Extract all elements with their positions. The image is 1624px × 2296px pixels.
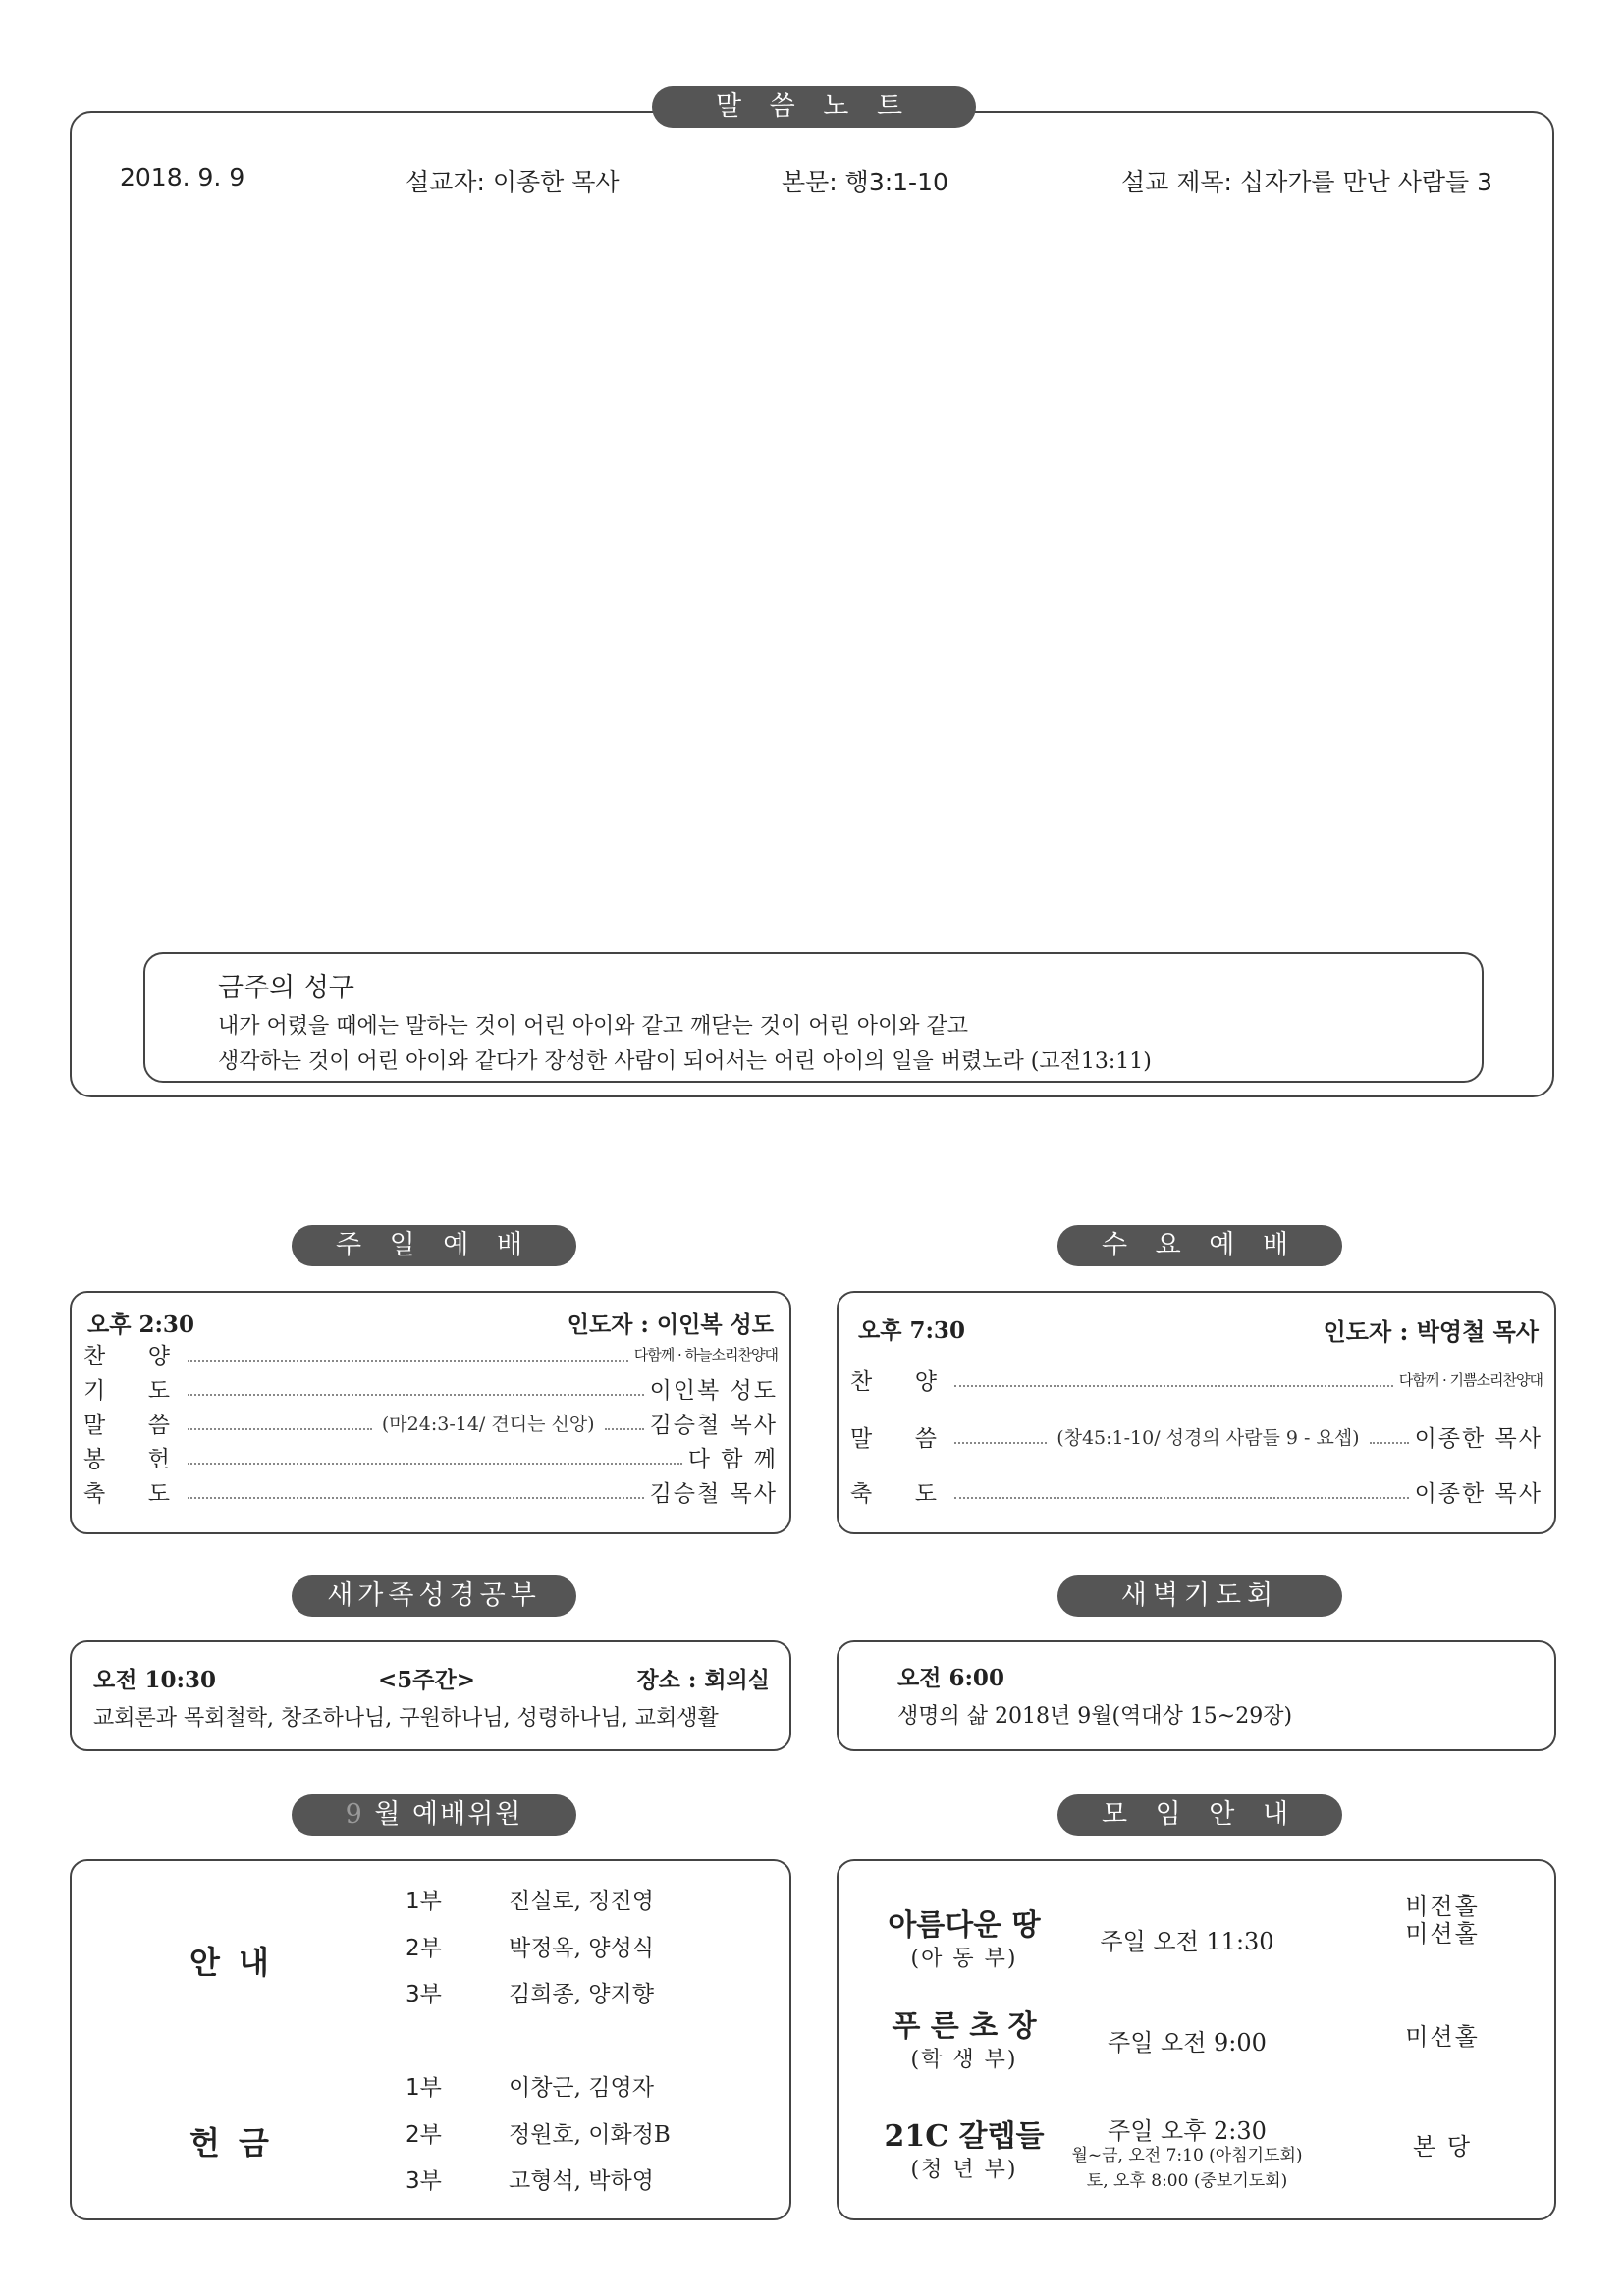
leader-dots bbox=[1370, 1441, 1409, 1444]
verse-line-1: 내가 어렸을 때에는 말하는 것이 어린 아이와 같고 깨닫는 것이 어린 아이와 같고 bbox=[218, 1014, 968, 1039]
dawn-prayer-time: 오전 6:00 bbox=[897, 1665, 1004, 1691]
order-label-1: 축 bbox=[83, 1480, 106, 1507]
sunday-service-box bbox=[70, 1291, 791, 1534]
offering-label: 헌 금 bbox=[189, 2124, 273, 2162]
order-person: 김승철 목사 bbox=[649, 1480, 778, 1507]
wednesday-time: 오후 7:30 bbox=[858, 1317, 965, 1344]
order-label-1: 말 bbox=[83, 1412, 106, 1438]
staff-names: 고형석, 박하영 bbox=[509, 2168, 654, 2194]
order-person: 다 함 께 bbox=[687, 1446, 778, 1472]
usher-label: 안 내 bbox=[189, 1944, 273, 1981]
sermon-preacher: 설교자: 이종한 목사 bbox=[406, 168, 620, 196]
meeting-place: 미션홀 bbox=[1405, 2023, 1480, 2051]
staff-names: 김희종, 양지향 bbox=[509, 1982, 654, 2007]
meeting-dept: (학 생 부) bbox=[910, 2048, 1018, 2072]
leader-dots bbox=[188, 1393, 644, 1396]
leader-dots bbox=[954, 1384, 1393, 1387]
staff-part: 1부 bbox=[406, 2075, 442, 2101]
leader-dots bbox=[188, 1427, 372, 1430]
staff-part: 2부 bbox=[406, 2122, 442, 2148]
order-label-1: 찬 bbox=[850, 1368, 873, 1395]
leader-dots bbox=[954, 1496, 1409, 1499]
family-study-box bbox=[70, 1640, 791, 1751]
dawn-prayer-title: 새벽기도회 bbox=[1057, 1575, 1342, 1617]
order-label bbox=[850, 1420, 948, 1453]
order-label bbox=[850, 1475, 948, 1508]
leader-dots bbox=[605, 1427, 644, 1430]
leader-dots bbox=[188, 1462, 682, 1465]
wednesday-service-title: 수 요 예 배 bbox=[1057, 1225, 1342, 1266]
order-label-2: 도 bbox=[147, 1377, 170, 1404]
staff-title-month: 9 bbox=[345, 1799, 364, 1830]
order-scripture: (창45:1-10/ 성경의 사람들 9 - 요셉) bbox=[1056, 1426, 1360, 1449]
sermon-title: 설교 제목: 십자가를 만난 사람들 3 bbox=[1121, 168, 1493, 196]
order-label-2: 도 bbox=[147, 1480, 170, 1507]
order-label bbox=[83, 1338, 182, 1370]
verse-line-2: 생각하는 것이 어린 아이와 같다가 장성한 사람이 되어서는 어린 아이의 일을 버렸노라 (고전13:11) bbox=[218, 1049, 1152, 1074]
order-label bbox=[83, 1372, 182, 1405]
meeting-name: 아름다운 땅 bbox=[888, 1908, 1041, 1943]
order-label-2: 씀 bbox=[147, 1412, 170, 1438]
order-label-2: 도 bbox=[914, 1480, 937, 1507]
meeting-time: 주일 오후 2:30 bbox=[1108, 2117, 1267, 2145]
sermon-note-title: 말 씀 노 트 bbox=[652, 86, 976, 128]
family-study-period: <5주간> bbox=[378, 1667, 475, 1693]
sermon-note-box bbox=[70, 111, 1554, 1097]
meeting-name: 푸 른 초 장 bbox=[892, 2009, 1037, 2044]
sunday-leader: 인도자 : 이인복 성도 bbox=[567, 1311, 774, 1338]
staff-title bbox=[292, 1794, 576, 1836]
staff-title-rest: 월 예배위원 bbox=[374, 1799, 523, 1830]
staff-part: 1부 bbox=[406, 1889, 442, 1914]
dawn-prayer-box bbox=[837, 1640, 1556, 1751]
verse-title: 금주의 성구 bbox=[218, 973, 354, 1003]
order-row bbox=[83, 1372, 778, 1404]
order-person: 이인복 성도 bbox=[649, 1377, 778, 1404]
order-row bbox=[83, 1475, 778, 1507]
family-study-time: 오전 10:30 bbox=[93, 1667, 216, 1693]
order-label bbox=[850, 1363, 948, 1396]
meeting-place: 비전홀 미션홀 bbox=[1405, 1893, 1480, 1948]
family-study-topics: 교회론과 목회철학, 창조하나님, 구원하나님, 성령하나님, 교회생활 bbox=[93, 1706, 719, 1731]
order-row bbox=[850, 1363, 1543, 1395]
wednesday-leader: 인도자 : 박영철 목사 bbox=[1323, 1317, 1539, 1346]
sunday-service-title: 주 일 예 배 bbox=[292, 1225, 576, 1266]
leader-dots bbox=[954, 1441, 1047, 1444]
order-label-1: 말 bbox=[850, 1425, 873, 1452]
wednesday-service-box bbox=[837, 1291, 1556, 1534]
sermon-date: 2018. 9. 9 bbox=[120, 163, 245, 191]
order-label-2: 양 bbox=[914, 1368, 937, 1395]
staff-part: 3부 bbox=[406, 2168, 442, 2194]
order-label-2: 양 bbox=[147, 1343, 170, 1369]
meeting-time: 주일 오전 9:00 bbox=[1108, 2029, 1267, 2056]
meeting-dept: (아 동 부) bbox=[910, 1947, 1018, 1971]
meeting-dept: (청 년 부) bbox=[910, 2158, 1018, 2182]
order-person: 다함께 · 하늘소리찬양대 bbox=[633, 1345, 778, 1363]
order-row bbox=[83, 1338, 778, 1369]
order-row bbox=[83, 1407, 778, 1438]
order-person: 김승철 목사 bbox=[649, 1412, 778, 1438]
order-label-1: 기 bbox=[83, 1377, 106, 1404]
meeting-name: 21C 갈렙들 bbox=[884, 2119, 1045, 2154]
staff-box bbox=[70, 1859, 791, 2220]
order-label-1: 봉 bbox=[83, 1446, 106, 1472]
meeting-sub-time: 월~금, 오전 7:10 (아침기도회) bbox=[1071, 2146, 1303, 2165]
staff-part: 3부 bbox=[406, 1982, 442, 2007]
sermon-text: 본문: 행3:1-10 bbox=[782, 168, 948, 196]
order-row bbox=[83, 1441, 778, 1472]
leader-dots bbox=[188, 1359, 628, 1362]
order-label bbox=[83, 1475, 182, 1508]
order-row bbox=[850, 1475, 1543, 1507]
family-study-title: 새가족성경공부 bbox=[292, 1575, 576, 1617]
meeting-time: 주일 오전 11:30 bbox=[1100, 1928, 1274, 1955]
meetings-box bbox=[837, 1859, 1556, 2220]
meeting-place: 본 당 bbox=[1413, 2133, 1472, 2161]
order-scripture: (마24:3-14/ 견디는 신앙) bbox=[381, 1413, 595, 1435]
order-label-2: 씀 bbox=[914, 1425, 937, 1452]
order-person: 다함께 · 기쁨소리찬양대 bbox=[1398, 1370, 1543, 1389]
staff-names: 박정옥, 양성식 bbox=[509, 1936, 654, 1961]
meeting-sub-time: 토, 오후 8:00 (중보기도회) bbox=[1086, 2171, 1288, 2191]
meetings-title: 모 임 안 내 bbox=[1057, 1794, 1342, 1836]
order-label bbox=[83, 1441, 182, 1473]
leader-dots bbox=[188, 1496, 644, 1499]
staff-part: 2부 bbox=[406, 1936, 442, 1961]
order-person: 이종한 목사 bbox=[1414, 1425, 1543, 1452]
staff-names: 진실로, 정진영 bbox=[509, 1889, 654, 1914]
sunday-time: 오후 2:30 bbox=[87, 1311, 194, 1338]
order-label-1: 축 bbox=[850, 1480, 873, 1507]
order-label-2: 헌 bbox=[147, 1446, 170, 1472]
order-row bbox=[850, 1420, 1543, 1452]
order-person: 이종한 목사 bbox=[1414, 1480, 1543, 1507]
staff-names: 이창근, 김영자 bbox=[509, 2075, 654, 2101]
dawn-prayer-desc: 생명의 삶 2018년 9월(역대상 15~29장) bbox=[897, 1704, 1293, 1729]
order-label bbox=[83, 1407, 182, 1439]
verse-box bbox=[143, 952, 1484, 1083]
order-label-1: 찬 bbox=[83, 1343, 106, 1369]
staff-names: 정원호, 이화정B bbox=[509, 2122, 671, 2148]
family-study-place: 장소 : 회의실 bbox=[636, 1667, 770, 1693]
